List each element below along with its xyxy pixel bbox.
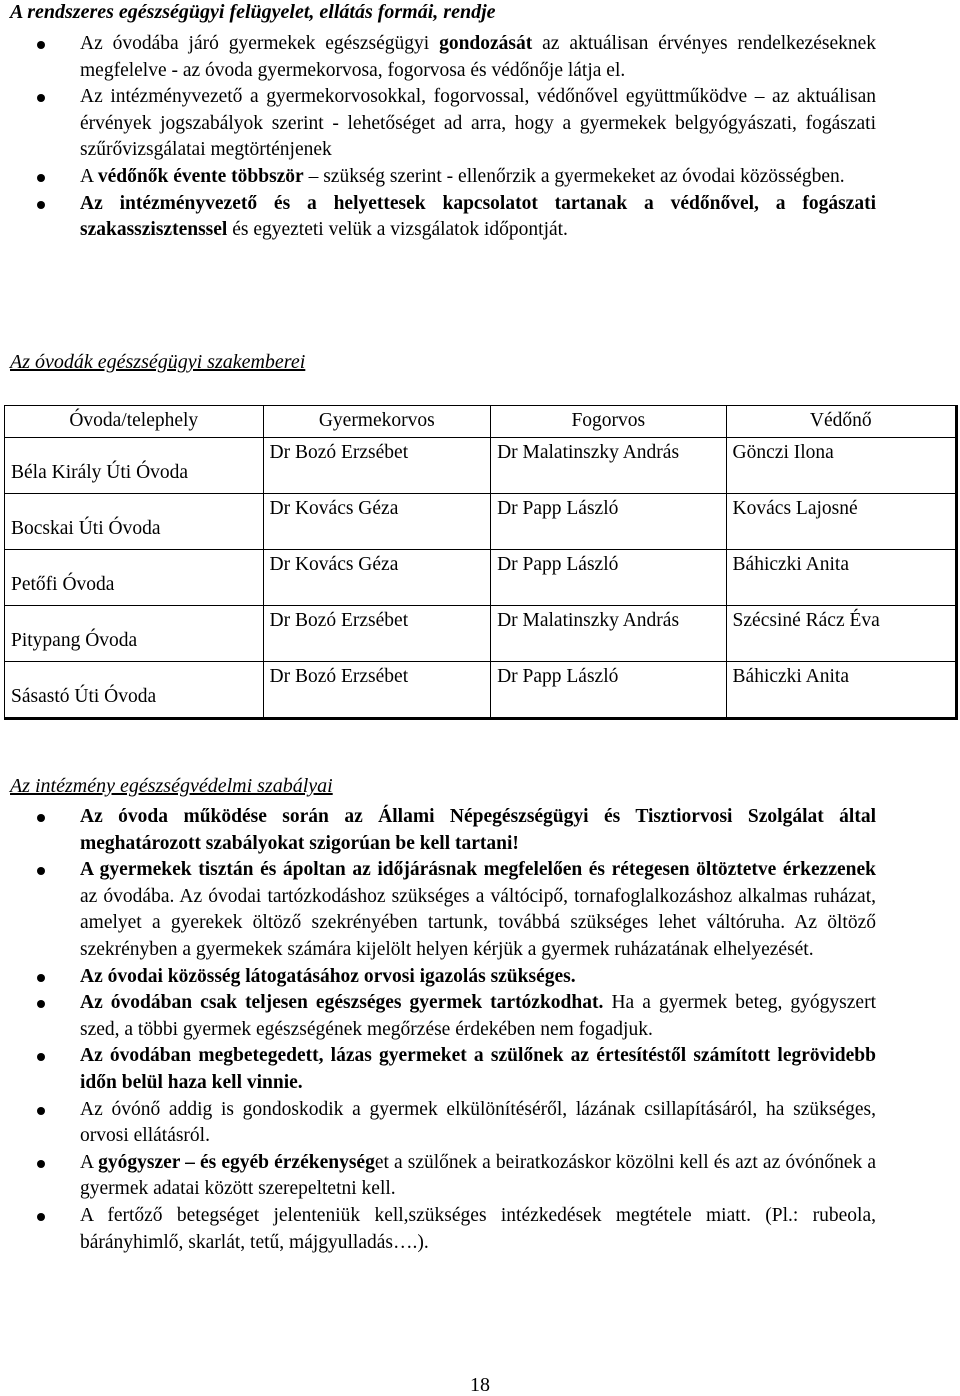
- list-item: [0, 84, 876, 164]
- text-run: A: [80, 165, 98, 187]
- cell-dentist: Dr Papp László: [491, 550, 726, 606]
- bullet-icon: [37, 174, 45, 182]
- cell-pediatrician: Dr Kovács Géza: [263, 494, 491, 550]
- bold-text-run: Az óvoda működése során az Állami Népegészségügyi és Tisztiorvosi Szolgálat által meghatározott szabályokat szigorúan be kell tartani!: [80, 806, 876, 854]
- header-dentist: Fogorvos: [491, 406, 726, 438]
- bold-text-run: Az óvodában megbetegedett, lázas gyermeket a szülőnek az értesítéstől számított legrövidebb időn belül haza kell vinnie.: [80, 1045, 876, 1093]
- text-run: és egyezteti velük a vizsgálatok időpontját.: [227, 219, 568, 241]
- cell-site: Sásastó Úti Óvoda: [5, 662, 264, 719]
- bullet-icon: [37, 201, 45, 209]
- header-pediatrician: Gyermekorvos: [263, 406, 491, 438]
- text-run: et a szülőnek a beiratkozáskor közölni kell és azt az óvónőnek a gyermek adatai között szerepeltetni kell.: [80, 1151, 876, 1200]
- cell-pediatrician: Dr Bozó Erzsébet: [263, 662, 491, 719]
- cell-nurse: Szécsiné Rácz Éva: [726, 606, 956, 662]
- cell-pediatrician: Dr Bozó Erzsébet: [263, 438, 491, 494]
- list-item: [0, 804, 876, 857]
- cell-dentist: Dr Papp László: [491, 494, 726, 550]
- cell-nurse: Kovács Lajosné: [726, 494, 956, 550]
- text-run: Az óvodába járó gyermekek egészségügyi: [80, 33, 440, 54]
- table-row: [5, 606, 957, 662]
- list-item: [0, 1043, 876, 1096]
- text-run: Ha a gyermek beteg, gyógyszert szed, a többi gyermek egészségének megőrzése érdekében nem fogadjuk.: [80, 992, 876, 1040]
- bullet-icon: [37, 1213, 45, 1221]
- health-staff-table: [4, 405, 958, 720]
- list-item: [0, 990, 876, 1043]
- bullet-icon: [37, 1053, 45, 1061]
- bullet-icon: [37, 1000, 45, 1008]
- section-heading-health-rules: Az intézmény egészségvédelmi szabályai: [10, 775, 333, 797]
- list-item: [0, 191, 876, 244]
- table-row: [5, 494, 957, 550]
- cell-dentist: Dr Malatinszky András: [491, 606, 726, 662]
- bold-text-run: Az óvodai közösség látogatásához orvosi igazolás szükséges.: [80, 965, 576, 987]
- bold-text-run: védőnők évente többször: [97, 165, 304, 187]
- list-item: [0, 1097, 876, 1150]
- bullet-icon: [37, 94, 45, 102]
- list-item: [0, 1150, 876, 1203]
- text-run: A: [80, 1151, 99, 1173]
- list-item: [0, 1203, 876, 1256]
- cell-site: Bocskai Úti Óvoda: [5, 494, 264, 550]
- header-site: Óvoda/telephely: [5, 406, 264, 438]
- health-supervision-list: [0, 31, 876, 244]
- bullet-icon: [37, 41, 45, 49]
- list-item: [0, 857, 876, 963]
- bullet-icon: [37, 1107, 45, 1115]
- page-number: 18: [470, 1374, 490, 1396]
- list-item: [0, 31, 876, 84]
- cell-site: Petőfi Óvoda: [5, 550, 264, 606]
- table-row: [5, 438, 957, 494]
- bold-text-run: Az óvodában csak teljesen egészséges gyermek tartózkodhat.: [80, 992, 604, 1014]
- text-run: Az intézményvezető a gyermekorvosokkal, fogorvossal, védőnővel együttműködve – az aktuálisan érvények jogszabályok szerint - lehetőséget ad arra, hogy a gyermekek belgyógyászati, fogászati szűrővizsgálatai megtörténjenek: [80, 86, 876, 161]
- text-run: az óvodába. Az óvodai tartózkodáshoz szükséges a váltócipő, tornafoglalkozáshoz alkalmas ruházat, amelyet a gyerekek öltöző szekrényében tartunk, továbbá szükséges lehet váltóruha. Az öltöző szekrényben a gyermekek számára kijelölt helyen kérjük a gyermek ruházatának elhelyezését.: [80, 885, 876, 960]
- bullet-icon: [37, 867, 45, 875]
- cell-site: Pitypang Óvoda: [5, 606, 264, 662]
- bullet-icon: [37, 974, 45, 982]
- text-run: A fertőző betegséget jelenteniük kell,szükséges intézkedések megtétele miatt. (Pl.: rubeola, bárányhimlő, skarlát, tetű, májgyulladás….).: [80, 1204, 876, 1253]
- bold-text-run: A gyermekek tisztán és ápoltan az időjárásnak megfelelően és rétegesen öltöztetve érkezzenek: [80, 859, 876, 881]
- cell-site: Béla Király Úti Óvoda: [5, 438, 264, 494]
- cell-nurse: Báhiczki Anita: [726, 662, 956, 719]
- section-heading-health-staff: Az óvodák egészségügyi szakemberei: [10, 351, 306, 373]
- text-run: Az óvónő addig is gondoskodik a gyermek elkülönítéséről, lázának csillapításáról, ha szükséges, orvosi ellátásról.: [80, 1098, 876, 1147]
- bold-text-run: gyógyszer – és egyéb érzékenység: [98, 1151, 375, 1173]
- table-row: [5, 550, 957, 606]
- list-item: [0, 164, 876, 191]
- cell-nurse: Gönczi Ilona: [726, 438, 956, 494]
- cell-pediatrician: Dr Bozó Erzsébet: [263, 606, 491, 662]
- bold-text-run: gondozását: [439, 33, 533, 54]
- cell-nurse: Báhiczki Anita: [726, 550, 956, 606]
- section-heading-health-supervision: A rendszeres egészségügyi felügyelet, ellátás formái, rendje: [10, 1, 496, 23]
- text-run: az aktuálisan érvényes rendelkezéseknek megfelelve - az óvoda gyermekorvosa, fogorvosa és védőnője látja el.: [80, 33, 877, 81]
- cell-dentist: Dr Papp László: [491, 662, 726, 719]
- table-header-row: [5, 406, 957, 438]
- bullet-icon: [37, 814, 45, 822]
- cell-pediatrician: Dr Kovács Géza: [263, 550, 491, 606]
- text-run: – szükség szerint - ellenőrzik a gyermekeket az óvodai közösségben.: [303, 165, 845, 187]
- cell-dentist: Dr Malatinszky András: [491, 438, 726, 494]
- table-row: [5, 662, 957, 719]
- header-nurse: Védőnő: [726, 406, 956, 438]
- health-rules-list: [0, 804, 876, 1256]
- bullet-icon: [37, 1160, 45, 1168]
- bold-text-run: Az intézményvezető és a helyettesek kapcsolatot tartanak a védőnővel, a fogászati szakasszisztenssel: [80, 192, 876, 241]
- list-item: [0, 964, 876, 991]
